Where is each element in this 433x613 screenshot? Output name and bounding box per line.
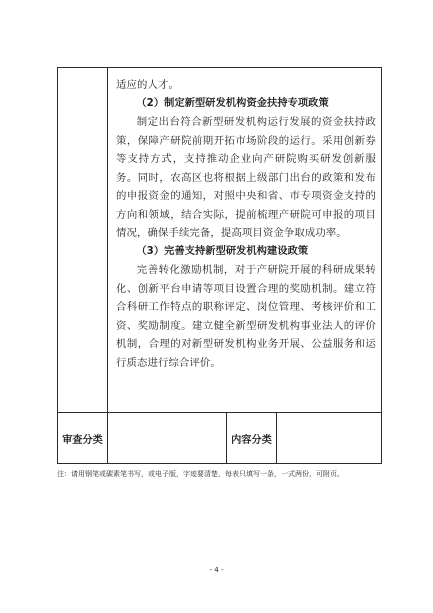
review-classification-label: 审查分类	[58, 413, 108, 464]
page-number: - 4 -	[209, 566, 224, 574]
paragraph-continuation: 适应的人才。	[116, 79, 179, 91]
content-classification-value	[277, 413, 381, 464]
form-note: 注：请用钢笔或碳素笔书写，或电子版，字迹要清楚，每表只填写一条，一式两份，可附页。	[57, 470, 344, 478]
review-classification-value	[108, 413, 227, 464]
form-table	[57, 67, 382, 464]
left-column-cell	[58, 68, 108, 412]
paragraph-construction-policy: 完善转化激励机制，对于产研院开展的科研成果转化、创新平台申请等项目设置合理的奖励机制。建立符合科研工作特点的职称评定、岗位管理、考核评价和工资、奖励制度。建立健全新型研发机构事业法人的评价机制，合理的对新型研发机构业务开展、公益服务和运行质态进行综合评价。	[116, 264, 376, 369]
section-heading-3: （3）完善支持新型研发机构建设政策	[136, 245, 309, 257]
content-classification-label: 内容分类	[227, 413, 277, 464]
paragraph-funding-policy: 制定出台符合新型研发机构运行发展的资金扶持政策，保障产研院前期开拓市场阶段的运行。采用创新券等支持方式，支持推动企业向产研院购买研发创新服务。同时，农高区也将根据上级部门出台的政策和发布的申报资金的通知，对照中央和省、市专项资金支持的方向和领域，结合实际，提前梳理产研院可申报的项目情况，确保手续完备，提高项目资金争取成功率。	[116, 116, 376, 239]
content-cell	[108, 68, 383, 412]
section-heading-2: （2）制定新型研发机构资金扶持专项政策	[136, 97, 329, 109]
classification-row	[58, 412, 381, 463]
